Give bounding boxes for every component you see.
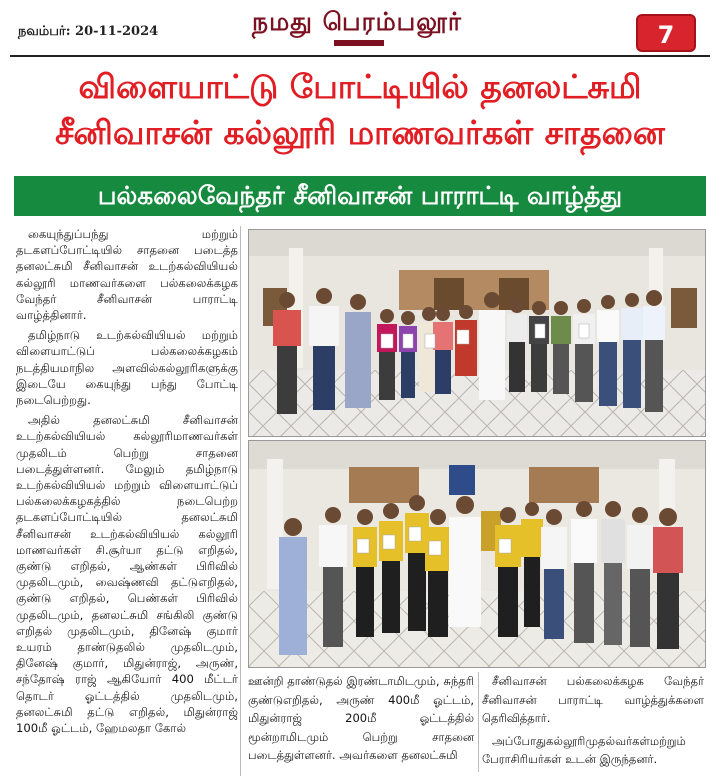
headline-line-2: சீனிவாசன் கல்லூரி மாணவர்கள் சாதனை [55,113,665,152]
column-divider [240,226,241,776]
subheadline-banner: பல்கலைவேந்தர் சீனிவாசன் பாராட்டி வாழ்த்து [14,176,706,216]
group-photo-top [248,229,706,437]
issue-date: நவம்பர்: 20-11-2024 [18,24,159,39]
article-paragraph: தமிழ்நாடு உடற்கல்வியியல் மற்றும் விளையாட்டுப் பல்கலைக்கழகம் நடத்தியமாநில அளவில்கல்லூரிகளுக்கு இடையே கையுந்து பந்து போட்டி நடைபெற்றது. [16,328,238,408]
article-left-column [16,226,238,740]
group-photo-bottom-image [249,441,705,667]
column-divider [478,672,479,772]
article-right-column [482,672,704,773]
header-divider [10,55,710,57]
article-paragraph: அதில் தனலட்சுமி சீனிவாசன் உடற்கல்வியியல் கல்லூரிமாணவர்கள் முதலிடம் பெற்று சாதனை படைத்துள்ளனர். மேலும் தமிழ்நாடு உடற்கல்வியியல் மற்றும் விளையாட்டுப் பல்கலைக்கழகத்தில் நடைபெற்ற தடகளப்போட்டியில் தனலட்சுமி சீனிவாசன் உடற்கல்வியியல் கல்லூரி மாணவர்கள் சி.சூர்யா தட்டு எறிதல், குண்டு எறிதல், ஆண்கள் பிரிவில் முதலிடமும், வைஷ்ணவி தட்டுஎறிதல், குண்டு எறிதல், பெண்கள் பிரிவில் முதலிடமும், தனலட்சுமி சங்கிலி குண்டு எறிதல் முதலிடமும், தினேஷ் குமார் உயரம் தாண்டுதலில் முதலிடமும், தினேஷ் குமார், மிதுன்ராஜ், அருண், சந்தோஷ் ராஜ் ஆகியோர் 400 மீட்டர் தொடர் ஓட்டத்தில் முதலிடமும், தனலட்சுமி தட்டு எறிதல், மிதுன்ராஜ் 100மீ ஓட்டம், ஹேமலதா கோல் [16,413,238,736]
group-photo-top-image [249,230,705,436]
article-paragraph: கையுந்துப்பந்து மற்றும் தடகளப்போட்டியில் சாதனை படைத்த தனலட்சுமி சீனிவாசன் உடற்கல்வியியல் கல்லூரி மாணவர்களை பல்கலைக்கழக வேந்தர் சீனிவாசன் பாராட்டி வாழ்த்தினார். [16,227,238,323]
article-paragraph: அப்போதுகல்லூரிமுதல்வர்கள்மற்றும் பேராசிரியர்கள் உடன் இருந்தனர். [482,733,686,766]
group-photo-bottom [248,440,706,668]
headline-line-1: விளையாட்டு போட்டியில் தனலட்சுமி [78,67,642,106]
article-paragraph: சீனிவாசன் பல்கலைக்கழக வேந்தர் சீனிவாசன் பாராட்டி வாழ்த்துக்களை தெரிவித்தார். [482,674,704,725]
masthead-title: நமது பெரம்பலூர் [252,7,462,36]
masthead-tag-decoration [334,40,384,46]
article-paragraph: ஊன்றி தாண்டுதல் இரண்டாமிடமும், சுந்தரி குண்டுஎறிதல், அருண் 400மீ ஓட்டம், மிதுன்ராஜ் 200மீ ஓட்டத்தில் மூன்றாமிடமும் பெற்று சாதனை படைத்துள்ளனர். அவர்களை தனலட்சுமி [248,674,474,762]
page-number-badge: 7 [636,14,696,52]
article-middle-column [248,672,474,769]
newspaper-masthead [226,8,488,46]
headline [20,64,700,156]
